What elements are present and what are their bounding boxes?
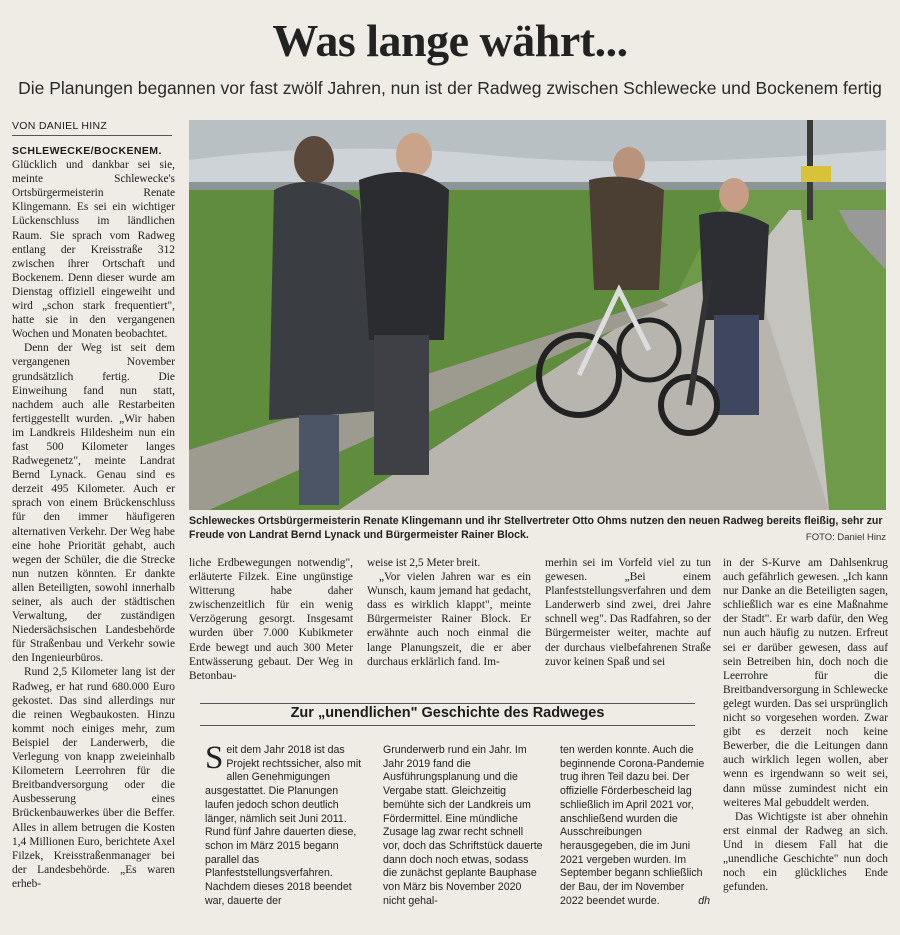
photo-caption: Schleweckes Ortsbürgermeisterin Renate Klingemann und ihr Stellvertreter Otto Ohms nutzen den neuen Radweg bereits fleißig, sehr zur Freude von Landrat Bernd Lynack und Bürgermeister Rainer Block. — [189, 515, 883, 541]
infobox-text-b: Grunderwerb rund ein Jahr. Im Jahr 2019 fand die Ausführungsplanung und die Vergabe statt. Gleichzeitig bemühte sich der Landkreis um Fördermittel. Eine mündliche Zusage lag zwar recht schnell vor, doch das Schriftstück dauerte dann doch noch etwas, sodass die zunächst geplante Bauphase von März bis November 2020 nicht gehal- — [383, 744, 543, 907]
photo-illustration — [189, 120, 886, 510]
infobox-bottom-rule — [200, 725, 695, 726]
author-initials: dh — [698, 894, 710, 907]
column-4-paragraph: merhin sei im Vorfeld viel zu tun gewesen. „Bei einem Planfeststellungsverfahren und dem Landerwerb sind zwei, drei Jahre schnell weg". Das Radfahren, so der Bürgermeister weiter, machte auf der durchaus vielbefahrenen Straße zuvor keinen Spaß und sei — [545, 557, 711, 668]
drop-cap: S — [205, 744, 224, 776]
infobox-column-3 — [560, 744, 710, 932]
column-1-paragraph-2: Denn der Weg ist seit dem vergangenen November grundsätzlich fertig. Die Einweihung fand nun statt, nachdem auch alle Restarbeiten fertiggestellt wurden. „Wir haben im Landkreis Hildesheim nun ein fast 500 Kilometer langes Radwegenetz", meinte Landrat Bernd Lynack. Genau sind es derzeit 495 Kilometer. Auch er sprach von einem Brückenschluss für den immer häufigeren alternativen Verkehr. Der Weg habe eine hohe Priorität gehabt, auch wegen der Schüler, die die Strecke nun nutzen könnten. Er dankte allen Beteiligten, sowohl innerhalb seiner, als auch der städtischen Verwaltung, der zuständigen Niedersächsischen Landesbehörde für Straßenbau und Verkehr sowie den Ingenieurbüros. — [12, 342, 175, 665]
infobox-column-1 — [205, 744, 368, 932]
column-3-paragraph-1: weise ist 2,5 Meter breit. — [367, 557, 481, 569]
byline: VON DANIEL HINZ — [12, 120, 172, 136]
infobox-text-c: ten werden konnte. Auch die beginnende Corona-Pandemie trug ihren Teil dazu bei. Der offizielle Förderbescheid lag schließlich im April 2021 vor, anschließend wurden die Ausschreibungen herausgegeben, die im Juni 2021 vergeben wurden. Im September begann schließlich der Bau, der im November 2022 beendet wurde. — [560, 744, 705, 907]
infobox-text-a: eit dem Jahr 2018 ist das Projekt rechtssicher, also mit allen Genehmigungen ausgestattet. Die Planungen laufen jedoch schon deutlich länger, nämlich seit Juni 2011. Rund fünf Jahre dauerten diese, schon im März 2015 begann parallel das Planfeststellungsverfahren. Nachdem dieses 2018 beendet war, dauerte der — [205, 744, 362, 907]
column-5-paragraph-1: in der S-Kurve am Dahlsenkrug auch gefährlich gewesen. „Ich kann nur Danke an die Beteiligten sagen, schließlich war es eine Maßnahme der Stadt". Er warb dafür, den Weg nun auch häufig zu nutzen. Erfreut sei er darüber gewesen, dass auf sein Betreiben hin, doch noch die Leerrohre für die Breitbandversorgung in Schlewecke gelegt wurden. Das sei ursprünglich nicht so vorgesehen worden. Zwar gibt es derzeit noch keine Bewerber, die die Leitungen dann auch wirklich legen wollen, aber wenn es irgendwann so weit sei, dann müsse zumindest nicht ein weiteres Mal gebuddelt werden. — [723, 557, 888, 809]
article-column-1 — [12, 144, 175, 932]
article-column-5 — [723, 556, 888, 932]
article-column-4 — [545, 556, 711, 698]
photo-credit: FOTO: Daniel Hinz — [805, 532, 886, 543]
infobox-column-2 — [383, 744, 543, 932]
article-photo — [189, 120, 886, 510]
subheadline: Die Planungen begannen vor fast zwölf Jahren, nun ist der Radweg zwischen Schlewecke und Bockenem fertig — [18, 78, 882, 98]
article-column-2 — [189, 556, 353, 698]
column-1-paragraph-3: Rund 2,5 Kilometer lang ist der Radweg, er hat rund 680.000 Euro gekostet. Das sind allerdings nur die reinen Wegbaukosten. Hinzu kommt noch einiges mehr, zum Beispiel der Landerwerb, die Verlegung von knapp zweieinhalb Kilometern Leerrohren für die Breitbandversorgung oder die Ausbesserung eines Brückenbauwerkes über die Beffer. Alles in allem betrugen die Kosten 1,4 Millionen Euro, berichtete Axel Filzek, Kreisstraßenmanager bei der Landesbehörde. „Es waren erheb- — [12, 666, 175, 890]
dateline: SCHLEWECKE/BOCKENEM. — [12, 145, 162, 157]
column-5-paragraph-2: Das Wichtigste ist aber ohnehin erst einmal der Radweg an sich. Und in diesem Fall hat die „unendliche Geschichte" nun doch noch ein glückliches Ende gefunden. — [723, 810, 888, 894]
headline: Was lange währt... — [272, 15, 628, 66]
column-3-paragraph-2: „Vor vielen Jahren war es ein Wunsch, kaum jemand hat gedacht, dass es wirklich klappt", meinte Bürgermeister Rainer Block. Er erwähnte auch noch einmal die lange Planungszeit, die er aber durchaus erklärlich fand. Im- — [367, 571, 531, 668]
column-2-paragraph: liche Erdbewegungen notwendig", erläuterte Filzek. Eine ungünstige Witterung habe daher zwischenzeitlich für ein wenig Verzögerung gesorgt. Insgesamt wurden über 7.000 Kubikmeter Erde bewegt und auch 300 Meter Entwässerung gebaut. Der Weg in Betonbau- — [189, 557, 353, 682]
paragraph-text: Glücklich und dankbar sei sie, meinte Schlewecke's Ortsbürgermeisterin Renate Klingemann. Es sei ein wichtiger Lückenschluss im ländlichen Raum. Sie sprach vom Radweg entlang der Kreisstraße 312 zwischen ihrer Ortschaft und Bockenem. Denn dieser wurde am Dienstag offiziell eingeweiht und wird „schon stark frequentiert", hatte sie in den vergangenen Wochen und Monaten beobachtet. — [12, 159, 175, 341]
column-1-paragraph-1 — [12, 144, 175, 341]
infobox-title: Zur „unendlichen" Geschichte des Radweges — [290, 705, 605, 721]
article-column-3 — [367, 556, 531, 698]
